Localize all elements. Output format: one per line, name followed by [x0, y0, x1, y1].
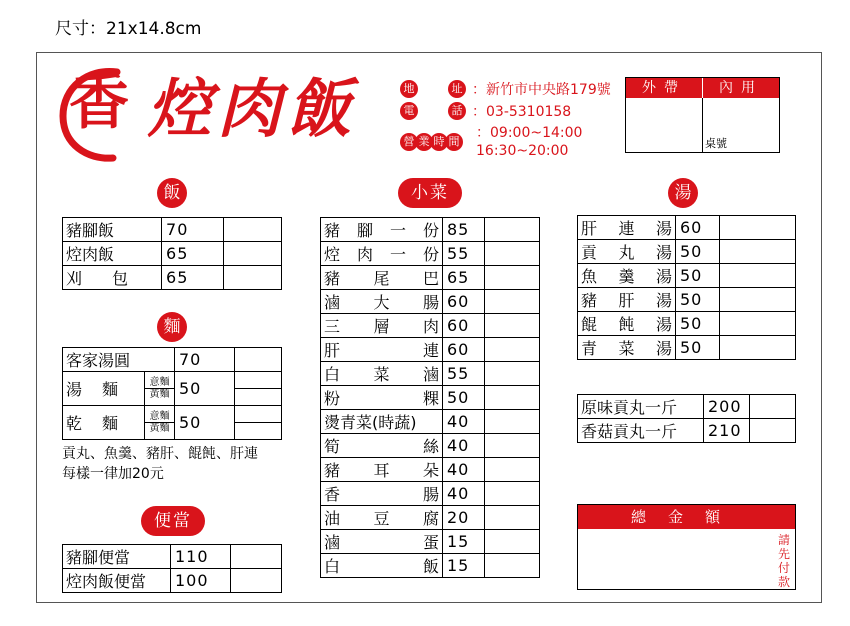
item-price: 50: [676, 312, 720, 336]
table-row: [321, 266, 540, 290]
soup-table: [577, 215, 796, 360]
item-price: 55: [443, 362, 485, 386]
table-row: [321, 290, 540, 314]
table-row: [578, 336, 796, 360]
table-row: [63, 406, 282, 440]
rice-table: [62, 217, 282, 290]
item-price: 50: [175, 372, 235, 406]
quantity-cell[interactable]: [485, 290, 540, 314]
table-row: [578, 264, 796, 288]
item-price: 40: [443, 434, 485, 458]
quantity-cell[interactable]: [485, 554, 540, 578]
item-name: 青 菜 湯: [578, 336, 676, 360]
table-row: [321, 218, 540, 242]
table-row: [321, 458, 540, 482]
table-row: [321, 362, 540, 386]
quantity-cell[interactable]: [485, 362, 540, 386]
quantity-cell[interactable]: [485, 266, 540, 290]
phone: ：03-5310158: [472, 104, 572, 120]
quantity-cell[interactable]: [485, 386, 540, 410]
item-price: 70: [162, 218, 224, 242]
total-amount-box: [577, 504, 796, 590]
section-noodles-badge: 麵: [157, 312, 187, 342]
quantity-cell[interactable]: [485, 314, 540, 338]
table-row: [578, 419, 796, 443]
table-row: [63, 242, 282, 266]
item-price: 50: [676, 240, 720, 264]
item-price: 50: [676, 264, 720, 288]
quantity-cell[interactable]: [720, 216, 796, 240]
item-name: 肝 連: [321, 338, 443, 362]
item-price: 210: [704, 419, 750, 443]
item-price: 50: [676, 288, 720, 312]
quantity-cell[interactable]: [231, 545, 282, 569]
item-name: 豬 耳 朵: [321, 458, 443, 482]
item-name: 豬腳飯: [63, 218, 162, 242]
table-row: [578, 395, 796, 419]
table-row: [63, 266, 282, 290]
item-name: 焢肉飯便當: [63, 569, 171, 593]
takeout-cell[interactable]: [626, 98, 703, 152]
table-row: [578, 312, 796, 336]
item-name: 刈包: [63, 266, 162, 290]
noodle-options: 意麵 黃麵: [145, 406, 175, 440]
quantity-cell[interactable]: [235, 372, 282, 406]
table-row: [321, 434, 540, 458]
item-name: 筍 絲: [321, 434, 443, 458]
section-soup-badge: 湯: [668, 178, 698, 208]
meatball-table: [577, 394, 796, 443]
table-row: [63, 348, 282, 372]
quantity-cell[interactable]: [720, 264, 796, 288]
item-price: 50: [676, 336, 720, 360]
item-name: 肝 連 湯: [578, 216, 676, 240]
section-sides-badge: 小菜: [398, 178, 462, 208]
table-row: [63, 545, 282, 569]
item-name: 焢肉飯: [63, 242, 162, 266]
quantity-cell[interactable]: [720, 240, 796, 264]
item-price: 65: [162, 266, 224, 290]
item-name: 香菇貢丸一斤: [578, 419, 704, 443]
item-name: 白 菜 滷: [321, 362, 443, 386]
item-name: 豬腳便當: [63, 545, 171, 569]
item-name: 豬 尾 巴: [321, 266, 443, 290]
quantity-cell[interactable]: [485, 338, 540, 362]
phone-row: [400, 100, 611, 122]
total-amount-field[interactable]: [578, 529, 795, 589]
restaurant-name: 焢肉飯: [147, 72, 357, 147]
address-row: [400, 78, 611, 100]
hours: ：09:00~14:00 16:30~20:00: [476, 125, 583, 159]
quantity-cell[interactable]: [720, 336, 796, 360]
quantity-cell[interactable]: [485, 482, 540, 506]
item-name: 油 豆 腐: [321, 506, 443, 530]
add-on-note: 貢丸、魚羹、豬肝、餛飩、肝連 每樣一律加20元: [62, 446, 258, 482]
item-price: 200: [704, 395, 750, 419]
item-price: 60: [443, 290, 485, 314]
item-price: 40: [443, 482, 485, 506]
item-name: 滷 蛋: [321, 530, 443, 554]
item-name: 粉 粿: [321, 386, 443, 410]
takeout-header: 外帶: [626, 78, 703, 98]
item-price: 40: [443, 410, 485, 434]
table-row: [578, 288, 796, 312]
item-price: 40: [443, 458, 485, 482]
table-number-label: 桌號: [705, 137, 727, 150]
sides-table: [320, 217, 540, 578]
item-price: 50: [175, 406, 235, 440]
item-name: 乾麵: [63, 406, 145, 440]
table-row: [63, 372, 282, 406]
store-info: [400, 78, 611, 162]
quantity-cell[interactable]: [750, 395, 796, 419]
restaurant-logo: [55, 64, 395, 164]
item-name: 貢 丸 湯: [578, 240, 676, 264]
item-price: 85: [443, 218, 485, 242]
item-price: 70: [175, 348, 235, 372]
quantity-cell[interactable]: [235, 348, 282, 372]
bento-table: [62, 544, 282, 593]
table-row: [578, 216, 796, 240]
item-price: 60: [443, 314, 485, 338]
total-amount-label: 總金額: [578, 505, 795, 529]
dine-in-header: 內用: [719, 80, 763, 96]
table-row: [321, 482, 540, 506]
item-price: 60: [443, 338, 485, 362]
phone-label: 電 話: [400, 102, 466, 120]
table-row: [321, 506, 540, 530]
item-price: 15: [443, 530, 485, 554]
item-name: 白 飯: [321, 554, 443, 578]
quantity-cell[interactable]: [485, 530, 540, 554]
table-row: [321, 530, 540, 554]
item-price: 60: [676, 216, 720, 240]
quantity-cell[interactable]: [485, 434, 540, 458]
item-name: 焢 肉 一 份: [321, 242, 443, 266]
section-rice-badge: 飯: [157, 178, 187, 208]
item-name: 魚 羹 湯: [578, 264, 676, 288]
quantity-cell[interactable]: [224, 266, 282, 290]
hours-label: 營 業 時 間: [400, 133, 470, 151]
noodle-options: 意麵 黃麵: [145, 372, 175, 406]
item-name: 滷 大 腸: [321, 290, 443, 314]
item-name: 客家湯圓: [63, 348, 175, 372]
hours-row: [400, 122, 611, 162]
item-price: 20: [443, 506, 485, 530]
table-row: [321, 386, 540, 410]
table-row: [578, 240, 796, 264]
item-name: 豬 腳 一 份: [321, 218, 443, 242]
item-name: 餛 飩 湯: [578, 312, 676, 336]
table-row: [321, 338, 540, 362]
quantity-cell[interactable]: [485, 410, 540, 434]
section-bento-badge: 便當: [141, 506, 205, 536]
quantity-cell[interactable]: [224, 218, 282, 242]
table-row: [63, 218, 282, 242]
item-price: 110: [171, 545, 231, 569]
quantity-cell[interactable]: [720, 288, 796, 312]
item-name: 豬 肝 湯: [578, 288, 676, 312]
table-row: [321, 242, 540, 266]
item-name: 燙青菜(時蔬): [321, 410, 443, 434]
logo-mark: 香: [69, 68, 129, 138]
table-row: [321, 314, 540, 338]
item-price: 100: [171, 569, 231, 593]
quantity-cell[interactable]: [231, 569, 282, 593]
quantity-cell[interactable]: [235, 406, 282, 440]
quantity-cell[interactable]: [750, 419, 796, 443]
address: ：新竹市中央路179號: [472, 82, 611, 98]
quantity-cell[interactable]: [485, 218, 540, 242]
dine-in-cell[interactable]: [703, 98, 779, 152]
table-row: [321, 410, 540, 434]
item-price: 65: [443, 266, 485, 290]
item-price: 65: [162, 242, 224, 266]
quantity-cell[interactable]: [224, 242, 282, 266]
address-label: 地 址: [400, 80, 466, 98]
item-name: 原味貢丸一斤: [578, 395, 704, 419]
item-name: 三 層 肉: [321, 314, 443, 338]
size-note: 尺寸：21x14.8cm: [55, 19, 202, 39]
item-price: 55: [443, 242, 485, 266]
quantity-cell[interactable]: [720, 312, 796, 336]
order-type-box: [625, 77, 780, 153]
pay-first-note: 請先付款: [777, 533, 790, 589]
item-price: 15: [443, 554, 485, 578]
table-row: [321, 554, 540, 578]
item-name: 湯麵: [63, 372, 145, 406]
noodle-table: [62, 347, 282, 440]
table-row: [63, 569, 282, 593]
item-price: 50: [443, 386, 485, 410]
quantity-cell[interactable]: [485, 506, 540, 530]
quantity-cell[interactable]: [485, 458, 540, 482]
item-name: 香 腸: [321, 482, 443, 506]
quantity-cell[interactable]: [485, 242, 540, 266]
